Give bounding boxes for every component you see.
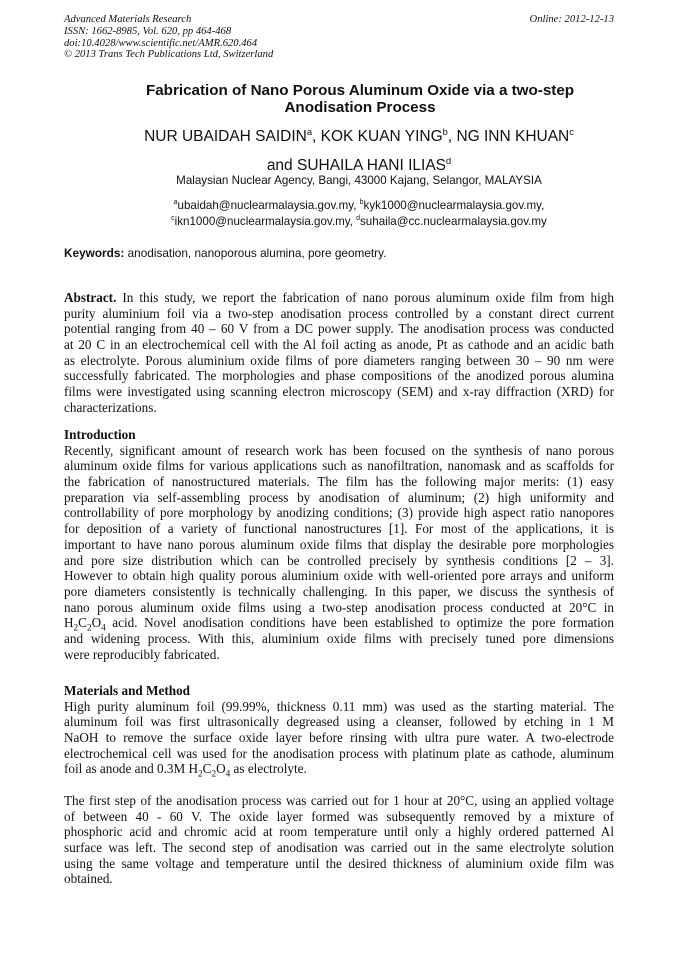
text-line [64,521,614,537]
affil-mark: d [356,215,360,223]
emails [64,196,654,229]
text-line [64,353,614,369]
line-text: as electrolyte. Porous aluminium oxide films of pore diameters ranging between 30 – 90 nm were [64,352,614,368]
email: ubaidah@nuclearmalaysia.gov.my, [177,198,360,212]
text-line [64,306,614,322]
line-text: $H_2C_2O_4$ acid. Novel anodisation conditions have been established to optimize the pore formation [64,615,614,633]
text-line [64,761,614,780]
text-line [64,631,614,647]
line-text: for deposition of a variety of functional nanostructures [1]. For most of the applications, it is [64,521,614,537]
text-line [64,600,614,616]
title-line: Fabrication of Nano Porous Aluminum Oxide via a two-step [145,82,575,99]
text-line [64,824,614,840]
line-text: successfully fabricated. The morphologies and phase compositions of the anodized porous alumina [64,368,614,384]
text-line [64,384,614,400]
section-heading: Introduction [64,427,136,442]
line-text: the fabrication of nanostructured materials. The film has the following major merits: (1) easy [64,474,614,490]
keywords-label: Keywords: [64,246,125,260]
affiliation: Malaysian Nuclear Agency, Bangi, 43000 Kajang, Selangor, MALAYSIA [176,174,542,187]
text-line [64,505,614,521]
line-text: preparation via self-assembling process by anodisation of aluminum; (2) high uniformity and [64,489,614,505]
affil-mark: b [359,199,364,206]
text-line [64,840,614,856]
line-text: aluminum foil was first ultrasonically degreased using a cleanser, followed by etching in 1 M [64,714,614,730]
text-line [64,290,614,306]
text-line [64,615,614,631]
line-text: nano porous aluminum oxide films using a two-step anodisation process conducted at 20°C in [64,599,614,615]
text-line [64,368,614,384]
text-line [64,730,614,746]
line-text: electrochemical cell was used for the anodisation process with platinum plate as cathode, aluminum [64,745,614,761]
line-text: and pore size distribution which can be controlled precisely by synthesis conditions [2 – 3]. [64,552,614,568]
text-line [64,871,614,887]
subscript: 2 [86,622,92,633]
affil-mark: a [306,127,313,137]
methods-paragraph-2 [64,793,614,887]
text-line [64,699,614,715]
text-line [64,793,614,809]
line-text: and widening process. With this, aluminium oxide films with precisely tuned pore dimensions [64,630,614,646]
line-text: NaOH to remove the surface oxide layer before rinsing with ultra pure water. A two-electrode [64,730,614,746]
line-text: were reproducibly fabricated. [64,646,220,662]
section-heading: Materials and Method [64,683,191,698]
affil-mark: b [442,127,448,137]
authors [64,120,654,178]
text-line [64,856,614,872]
line-text: characterizations. [64,399,157,415]
subscript: 2 [73,622,79,633]
subscript: 4 [101,622,106,633]
doi: doi:10.4028/www.scientific.net/AMR.620.464 [64,37,258,49]
title-line: Anodisation Process [284,99,436,116]
abstract [64,290,614,416]
copyright: © 2013 Trans Tech Publications Ltd, Switzerland [64,49,274,61]
issn: ISSN: 1662-8985, Vol. 620, pp 464-468 [64,25,232,37]
text-line [64,809,614,825]
line-text: The first step of the anodisation process was carried out for 1 hour at 20°C, using an applied voltage [64,793,614,808]
author: , NG INN KHUAN [447,128,570,146]
subscript: 2 [211,769,217,780]
line-text: aluminum oxide films for various applications such as nanofiltration, nanomask and as scaffolds for [64,458,614,474]
text-line [64,400,614,416]
text-line [64,443,614,459]
text-line [64,321,614,337]
line-text: High purity aluminum foil (99.99%, thickness 0.11 mm) was used as the starting material. The [64,698,614,714]
paper-title [100,82,620,116]
text-line [64,474,614,490]
affil-mark: c [569,127,574,137]
email: suhaila@cc.nuclearmalaysia.gov.my [360,215,547,229]
line-text: However to obtain high quality porous aluminium oxide with well-oriented pore arrays and uniform [64,568,614,584]
journal-name: Advanced Materials Research [64,14,192,25]
line-text: films were investigated using scanning electron microscopy (SEM) and x-ray diffraction (XRD) for [64,384,614,400]
affil-mark: c [171,215,175,223]
journal-header [64,14,273,61]
text-line [64,568,614,584]
online-date: Online: 2012-12-13 [529,14,614,25]
text-line [64,714,614,730]
email: ikn1000@nuclearmalaysia.gov.my, [174,215,357,229]
text-line [64,337,614,353]
line-text: using the same voltage and temperature until the desired thickness of aluminium oxide film was [64,855,614,871]
text-line [64,537,614,553]
subscript: 4 [225,769,231,780]
line-text: at 20 C in an electrochemical cell with the Al foil acting as anode, Pt as cathode and an acidic bath [64,337,614,353]
text-line [64,490,614,506]
line-text: Abstract. In this study, we report the fabrication of nano porous aluminum oxide film from high [64,290,614,305]
line-text: obtained. [64,871,113,887]
text-line [64,647,614,663]
keywords [64,246,386,260]
line-text: pore diameters consistently is technically challenging. In this paper, we discuss the synthesis of [64,583,614,599]
line-text: purity aluminium foil via a two-step anodisation process controlled by a constant direct current [64,305,614,321]
author: , KOK KUAN YING [312,128,443,146]
text-line [64,553,614,569]
methods-section [64,683,614,780]
line-text: foil as anode and 0.3M $H_2C_2O_4$ as electrolyte. [64,761,307,780]
line-text: surface was left. The second step of anodisation was carried out in the same electrolyte solution [64,840,614,856]
affil-mark: a [173,199,178,206]
author: and SUHAILA HANI ILIAS [266,157,447,175]
keywords-text: anodisation, nanoporous alumina, pore geometry. [124,246,387,260]
text-line [64,584,614,600]
line-text: of between 40 - 60 V. The oxide layer formed was subsequently removed by a mixture of [64,808,614,824]
line-text: important to have nano porous aluminum oxide films that display the desirable pore morphologies [64,536,614,552]
introduction-section [64,427,614,662]
text-line [64,746,614,762]
text-line [64,458,614,474]
author: NUR UBAIDAH SAIDIN [144,128,307,146]
affil-mark: d [446,156,452,167]
abstract-label: Abstract. [64,290,117,305]
subscript: 2 [198,769,203,780]
line-text: Recently, significant amount of research work has been focused on the synthesis of nano porous [64,442,614,458]
email: kyk1000@nuclearmalaysia.gov.my, [363,198,545,212]
line-text: phosphoric acid and chromic acid at room temperature until only a highly ordered patterned Al [64,824,614,840]
line-text: controllability of pore morphology by anodizing conditions; (3) provide high aspect ratio nanopores [64,505,614,521]
line-text: potential ranging from 40 – 60 V from a DC power supply. The anodisation process was conducted [64,321,614,337]
